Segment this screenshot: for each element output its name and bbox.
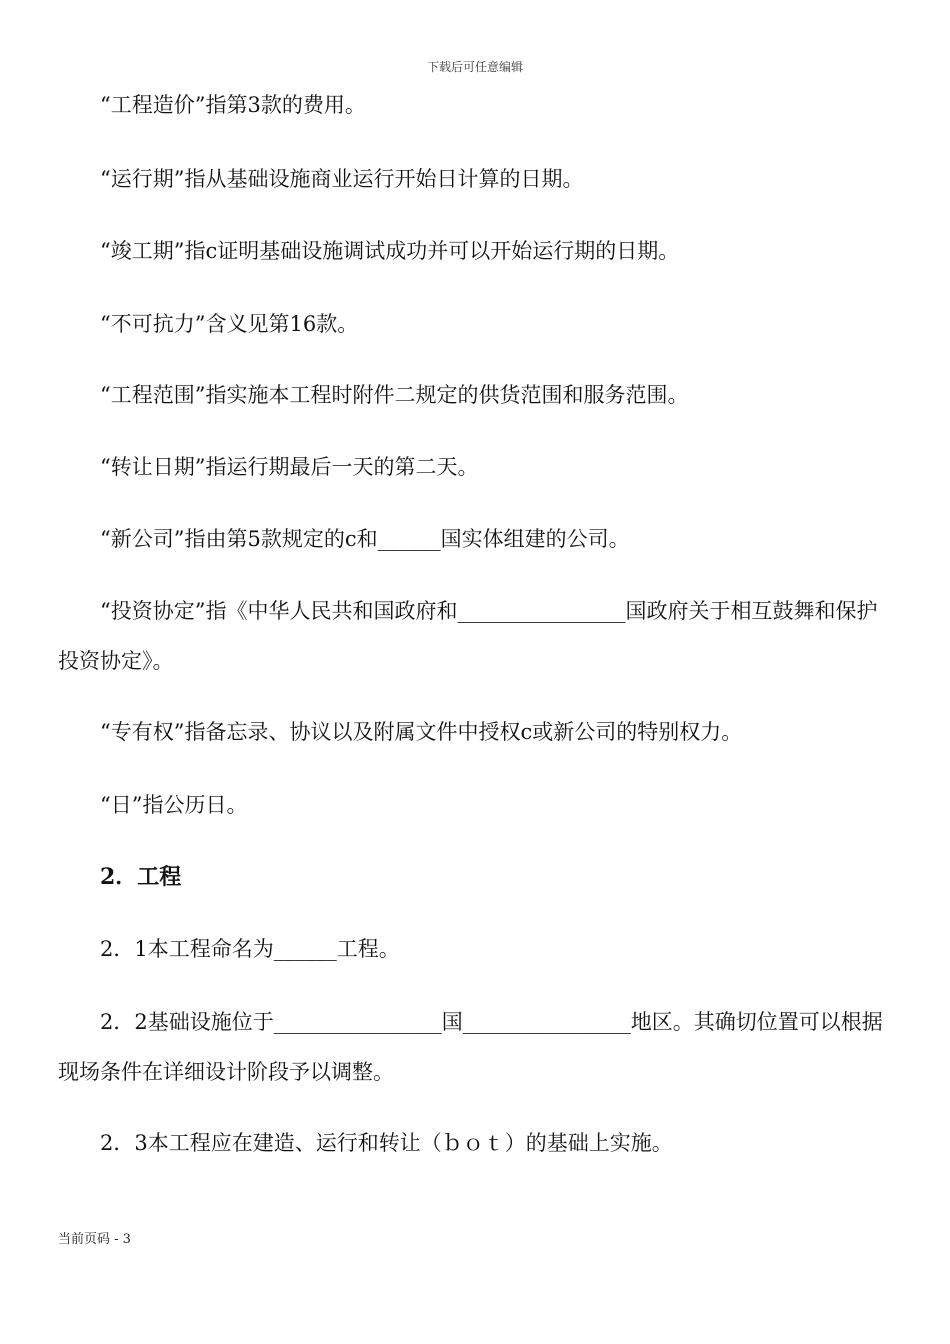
page-number: 当前页码 - 3 — [58, 1232, 131, 1247]
definition-new-company: “新公司”指由第5款规定的c和______国实体组建的公司。 — [100, 527, 630, 551]
definition-exclusive-right: “专有权”指备忘录、协议以及附属文件中授权c或新公司的特别权力。 — [100, 720, 743, 744]
definition-force-majeure: “不可抗力”含义见第16款。 — [100, 312, 359, 336]
clause-2-1: 2．1本工程命名为______工程。 — [100, 937, 400, 961]
definition-completion-date: “竣工期”指c证明基础设施调试成功并可以开始运行期的日期。 — [100, 239, 680, 263]
definition-transfer-date: “转让日期”指运行期最后一天的第二天。 — [100, 455, 479, 479]
clause-2-2: 2．2基础设施位于________________国________________地区。其确切位置可以根据现场条件在详细设计阶段予以调整。 — [58, 1010, 883, 1084]
section-heading: 2．工程 — [100, 864, 182, 890]
definition-investment-agreement: “投资协定”指《中华人民共和国政府和________________国政府关于相互鼓舞和保护投资协定》。 — [58, 599, 878, 673]
definition-engineering-cost: “工程造价”指第3款的费用。 — [100, 93, 366, 117]
definition-operation-period: “运行期”指从基础设施商业运行开始日计算的日期。 — [100, 167, 584, 191]
clause-2-3: 2．3本工程应在建造、运行和转让（ｂｏｔ）的基础上实施。 — [100, 1131, 673, 1155]
definition-day: “日”指公历日。 — [100, 793, 248, 817]
header-note: 下载后可任意编辑 — [426, 60, 523, 74]
definition-project-scope: “工程范围”指实施本工程时附件二规定的供货范围和服务范围。 — [100, 383, 689, 407]
